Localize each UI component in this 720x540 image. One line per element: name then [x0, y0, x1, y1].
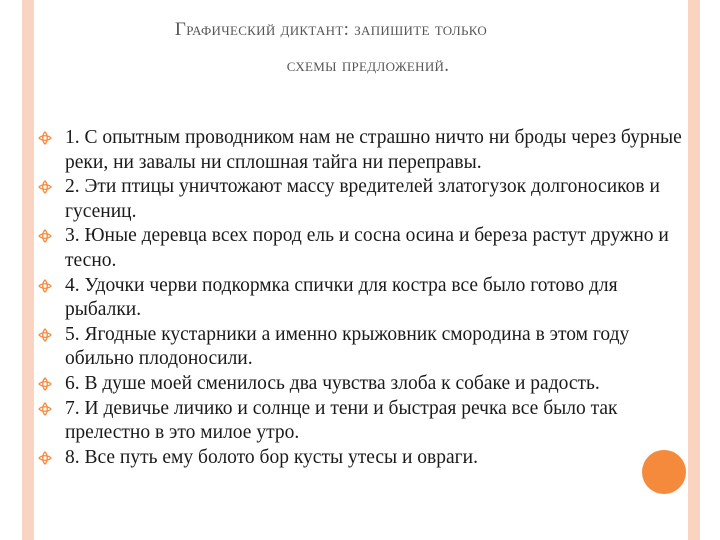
- leaf-bullet-icon: [38, 451, 52, 465]
- list-item-text: 5. Ягодные кустарники а именно крыжовник смородина в этом году обильно плодоносили.: [65, 323, 630, 370]
- leaf-bullet-icon: [38, 279, 52, 293]
- title-line-2: схемы предложений.: [286, 55, 450, 76]
- list-item: [38, 224, 688, 273]
- slide-title: [0, 12, 720, 84]
- leaf-bullet-icon: [38, 377, 52, 391]
- leaf-bullet-icon: [38, 180, 52, 194]
- list-item-text: 7. И девичье личико и солнце и тени и быстрая речка все было так прелестно в это милое утро.: [65, 397, 618, 444]
- list-item: [38, 175, 688, 224]
- leaf-bullet-icon: [38, 328, 52, 342]
- list-item: [38, 372, 688, 397]
- sentence-list: [38, 126, 688, 470]
- list-item-text: 6. В душе моей сменилось два чувства злоба к собаке и радость.: [65, 372, 600, 394]
- list-item: [38, 397, 688, 446]
- list-item: [38, 446, 688, 471]
- list-item-text: 3. Юные деревца всех пород ель и сосна осина и береза растут дружно и тесно.: [65, 225, 669, 271]
- list-item-text: 1. С опытным проводником нам не страшно ничто ни броды через бурные реки, ни завалы ни сплошная тайга ни переправы.: [65, 127, 682, 173]
- list-item-text: 8. Все путь ему болото бор кусты утесы и овраги.: [65, 446, 478, 468]
- leaf-bullet-icon: [38, 131, 52, 145]
- list-item: [38, 323, 688, 372]
- list-item-text: 2. Эти птицы уничтожают массу вредителей златогузок долгоносиков и гусениц.: [65, 176, 660, 222]
- list-item: [38, 274, 688, 323]
- leaf-bullet-icon: [38, 402, 52, 416]
- list-item: [38, 126, 688, 175]
- decorative-circle: [642, 450, 686, 494]
- list-item-text: 4. Удочки черви подкормка спички для костра все было готово для рыбалки.: [65, 274, 618, 321]
- title-line-1: Графический диктант: запишите только: [174, 19, 488, 40]
- leaf-bullet-icon: [38, 229, 52, 243]
